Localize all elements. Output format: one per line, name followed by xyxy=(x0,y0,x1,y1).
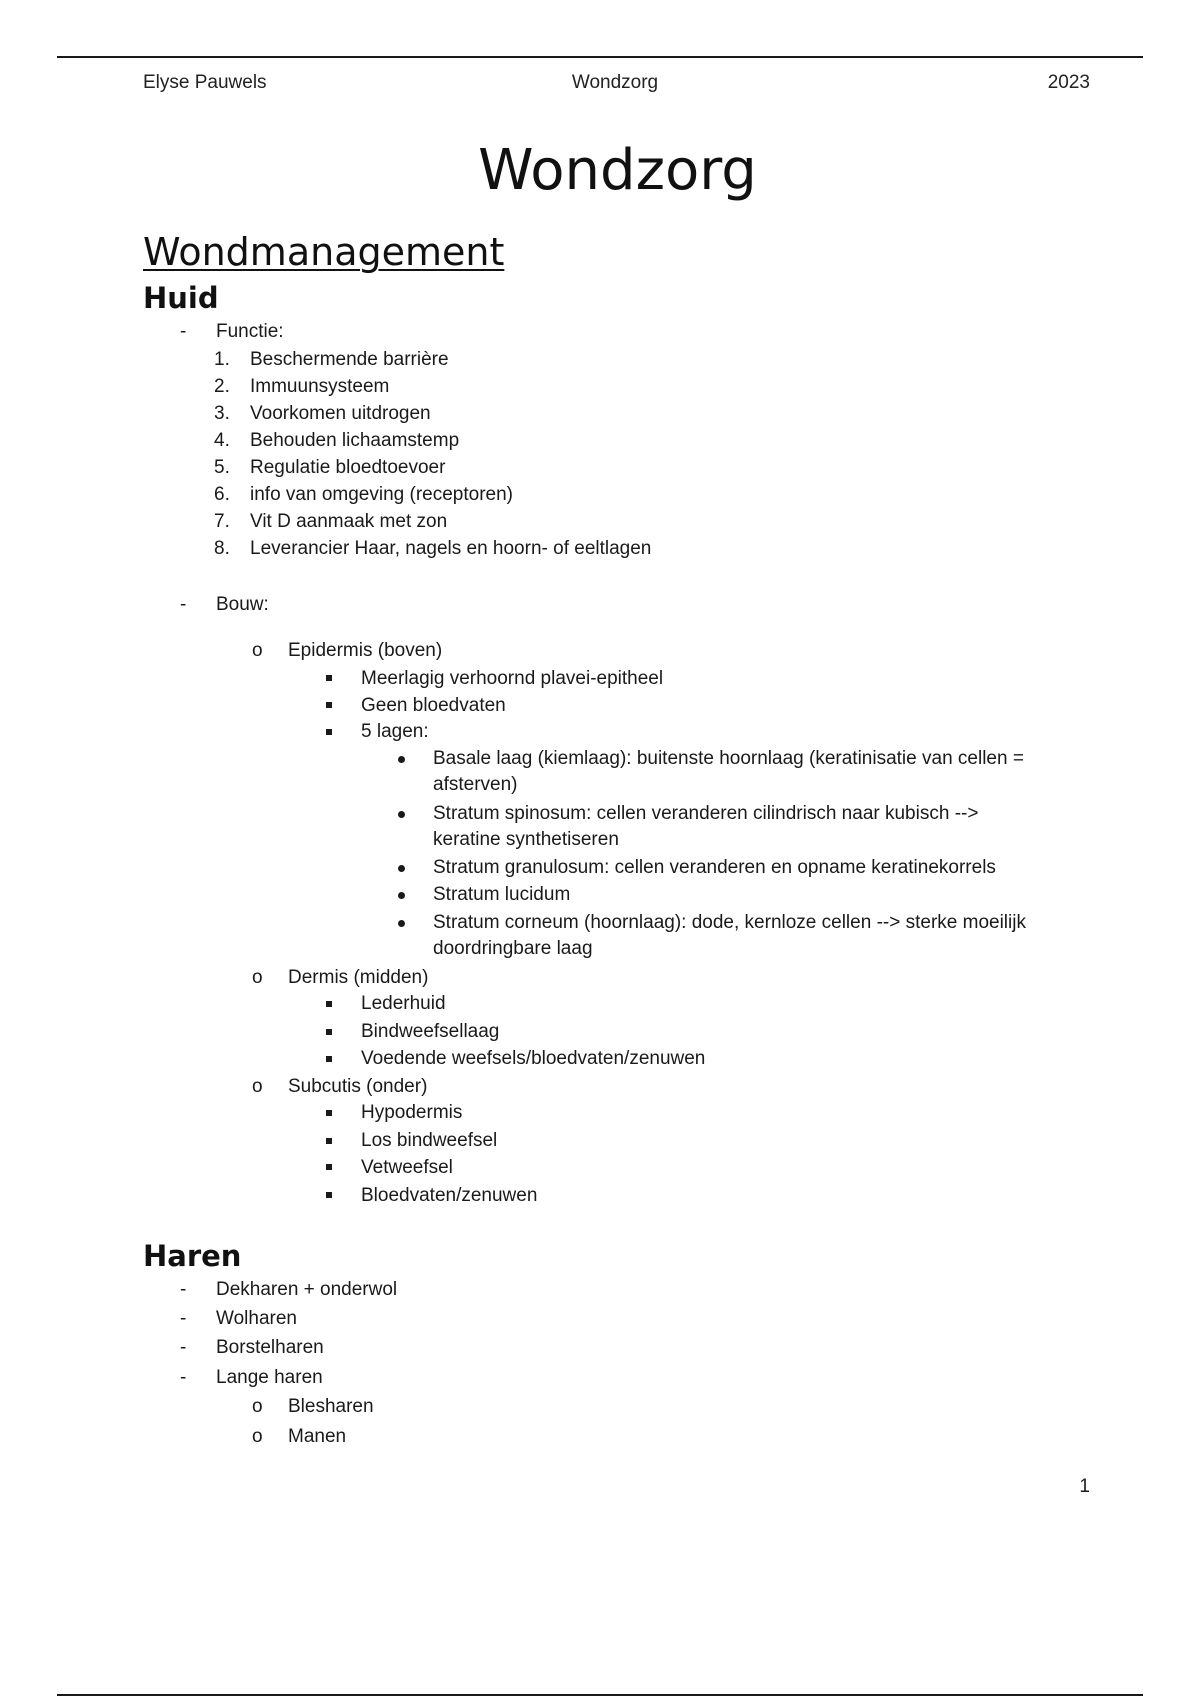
list-item: Vetweefsel xyxy=(361,1157,453,1178)
round-bullet xyxy=(398,892,405,899)
list-item: Meerlagig verhoornd plavei-epitheel xyxy=(361,668,664,689)
list-item: 5 lagen: xyxy=(361,721,429,742)
dash-bullet: - xyxy=(180,594,187,615)
list-item: Manen xyxy=(288,1426,347,1447)
list-item-epidermis: Epidermis (boven) xyxy=(288,640,443,661)
dash-bullet: - xyxy=(180,321,187,342)
circle-bullet: o xyxy=(252,1396,263,1417)
list-item: Basale laag (kiemlaag): buitenste hoornlaag (keratinisatie van cellen = xyxy=(433,748,1024,769)
circle-bullet: o xyxy=(252,1076,263,1097)
list-item: Vit D aanmaak met zon xyxy=(250,511,448,532)
list-item: Los bindweefsel xyxy=(361,1130,498,1151)
square-bullet xyxy=(326,1164,332,1170)
list-item: info van omgeving (receptoren) xyxy=(250,484,513,505)
list-item: Stratum lucidum xyxy=(433,884,571,905)
list-item: Borstelharen xyxy=(216,1337,324,1358)
list-item: Stratum granulosum: cellen veranderen en opname keratinekorrels xyxy=(433,857,996,878)
list-item-bouw: Bouw: xyxy=(216,594,269,615)
subheading-huid: Huid xyxy=(143,281,219,315)
square-bullet xyxy=(326,1110,332,1116)
round-bullet xyxy=(398,811,405,818)
dash-bullet: - xyxy=(180,1337,187,1358)
square-bullet xyxy=(326,1056,332,1062)
square-bullet xyxy=(326,1001,332,1007)
list-item: Blesharen xyxy=(288,1396,374,1417)
square-bullet xyxy=(326,1192,332,1198)
circle-bullet: o xyxy=(252,640,263,661)
list-item: Lederhuid xyxy=(361,993,446,1014)
list-item: Regulatie bloedtoevoer xyxy=(250,457,446,478)
list-number: 7. xyxy=(214,511,230,532)
list-item: Lange haren xyxy=(216,1367,323,1388)
list-item: Stratum spinosum: cellen veranderen cilindrisch naar kubisch --> xyxy=(433,803,979,824)
list-item: Stratum corneum (hoornlaag): dode, kernloze cellen --> sterke moeilijk xyxy=(433,912,1026,933)
footer-rule xyxy=(57,1694,1143,1696)
dash-bullet: - xyxy=(180,1279,187,1300)
list-item-continuation: afsterven) xyxy=(433,774,518,795)
list-number: 5. xyxy=(214,457,230,478)
list-item-subcutis: Subcutis (onder) xyxy=(288,1076,428,1097)
list-number: 8. xyxy=(214,538,230,559)
list-item: Hypodermis xyxy=(361,1102,463,1123)
list-item: Dekharen + onderwol xyxy=(216,1279,398,1300)
round-bullet xyxy=(398,920,405,927)
round-bullet xyxy=(398,865,405,872)
round-bullet xyxy=(398,756,405,763)
header-title: Wondzorg xyxy=(571,72,659,93)
list-item: Leverancier Haar, nagels en hoorn- of eeltlagen xyxy=(250,538,652,559)
list-item: Beschermende barrière xyxy=(250,349,449,370)
dash-bullet: - xyxy=(180,1367,187,1388)
list-item: Behouden lichaamstemp xyxy=(250,430,460,451)
square-bullet xyxy=(326,729,332,735)
list-item-continuation: doordringbare laag xyxy=(433,938,593,959)
square-bullet xyxy=(326,702,332,708)
list-number: 3. xyxy=(214,403,230,424)
circle-bullet: o xyxy=(252,1426,263,1447)
list-number: 6. xyxy=(214,484,230,505)
list-item: Immuunsysteem xyxy=(250,376,390,397)
dash-bullet: - xyxy=(180,1308,187,1329)
square-bullet xyxy=(326,1029,332,1035)
document-title: Wondzorg xyxy=(478,138,757,203)
list-item: Wolharen xyxy=(216,1308,297,1329)
page-number: 1 xyxy=(1079,1476,1090,1497)
header-year: 2023 xyxy=(1047,72,1090,93)
list-item-continuation: keratine synthetiseren xyxy=(433,829,619,850)
list-item: Bindweefsellaag xyxy=(361,1021,500,1042)
list-item-functie: Functie: xyxy=(216,321,284,342)
circle-bullet: o xyxy=(252,967,263,988)
subheading-haren: Haren xyxy=(143,1239,242,1273)
square-bullet xyxy=(326,1138,332,1144)
header-rule xyxy=(57,56,1143,58)
section-title: Wondmanagement xyxy=(143,230,505,274)
list-item-dermis: Dermis (midden) xyxy=(288,967,429,988)
header-author: Elyse Pauwels xyxy=(143,72,267,93)
list-item: Geen bloedvaten xyxy=(361,695,506,716)
square-bullet xyxy=(326,675,332,681)
list-item: Voorkomen uitdrogen xyxy=(250,403,431,424)
list-number: 1. xyxy=(214,349,230,370)
list-number: 2. xyxy=(214,376,230,397)
list-item: Voedende weefsels/bloedvaten/zenuwen xyxy=(361,1048,706,1069)
list-number: 4. xyxy=(214,430,230,451)
list-item: Bloedvaten/zenuwen xyxy=(361,1185,538,1206)
